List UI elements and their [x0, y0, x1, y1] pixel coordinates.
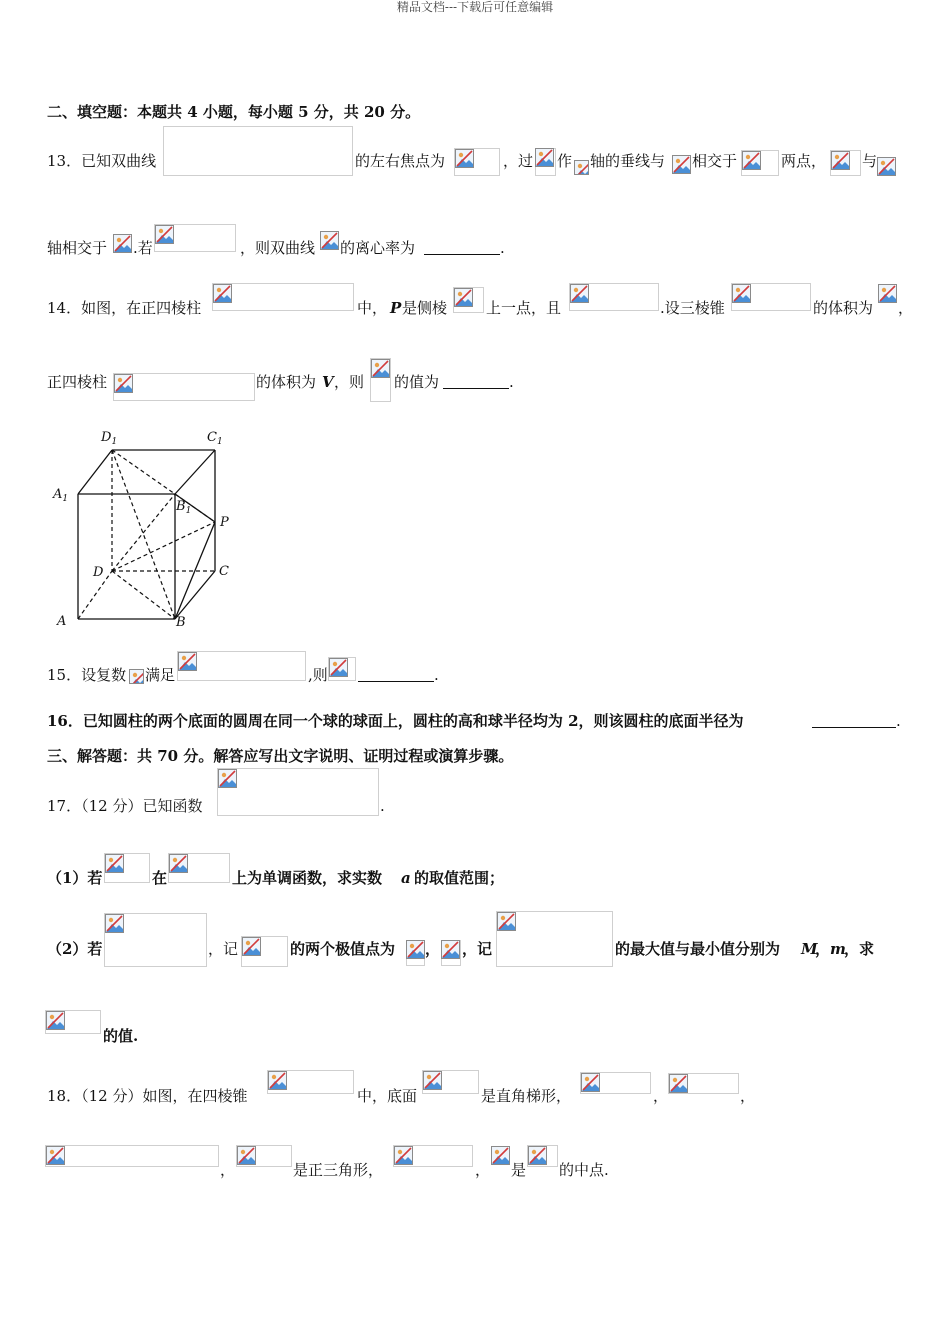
- image-placeholder-icon: [268, 1071, 287, 1090]
- q18-text: 是: [511, 1161, 527, 1179]
- image-placeholder-icon: [574, 160, 589, 175]
- q17-start: 17．（12 分）已知函数: [47, 797, 203, 815]
- q17-text: a: [401, 869, 411, 887]
- image-placeholder-icon: [237, 1146, 256, 1165]
- image-placeholder-icon: [178, 652, 197, 671]
- image-placeholder-icon: [213, 284, 232, 303]
- image-placeholder-icon: [46, 1011, 65, 1030]
- answer-blank[interactable]: [358, 667, 434, 682]
- q17-text: 上为单调函数，求实数: [232, 869, 383, 887]
- q17-text: ，记: [462, 940, 493, 958]
- q14-text: P: [390, 299, 402, 317]
- answer-blank[interactable]: [443, 374, 509, 389]
- q17-part1-start: （1）若: [47, 869, 103, 887]
- q16-text: 16．已知圆柱的两个底面的圆周在同一个球的球面上，圆柱的高和球半径均为 2，则该圆柱的底面半径为: [47, 712, 744, 730]
- image-placeholder-icon: [669, 1074, 688, 1093]
- q13-line1-start: 13．已知双曲线: [47, 152, 157, 170]
- image-placeholder-icon: [581, 1073, 600, 1092]
- q18-text: ，: [220, 1161, 236, 1179]
- image-placeholder-icon: [329, 658, 348, 677]
- image-placeholder-icon: [455, 149, 474, 168]
- image-placeholder-icon: [129, 669, 144, 684]
- q14-line2: 正四棱柱: [47, 373, 108, 391]
- q15-text: 满足: [145, 666, 176, 684]
- image-placeholder-icon: [105, 914, 124, 933]
- label-B1: $B_1$: [176, 499, 192, 516]
- image-placeholder-icon: [155, 225, 174, 244]
- q13-text: 两点，: [781, 152, 827, 170]
- q18-text: 是正三角形，: [293, 1161, 384, 1179]
- formula-image: [212, 283, 354, 311]
- image-placeholder-icon: [497, 912, 516, 931]
- image-placeholder-icon: [114, 374, 133, 393]
- q14-text: .设三棱锥: [660, 299, 725, 317]
- q13-text: ，过: [503, 152, 534, 170]
- section-3-heading: 三、解答题：共 70 分。解答应写出文字说明、证明过程或演算步骤。: [47, 747, 514, 765]
- q17-text: 的取值范围；: [414, 869, 505, 887]
- q13-text: 相交于: [692, 152, 738, 170]
- image-placeholder-icon: [570, 284, 589, 303]
- q17-text: m: [830, 940, 846, 958]
- q14-text: 的体积为: [813, 299, 874, 317]
- q13-text: .: [500, 239, 505, 257]
- label-D: D: [93, 565, 104, 580]
- image-placeholder-icon: [423, 1071, 442, 1090]
- image-placeholder-icon: [535, 148, 554, 167]
- image-placeholder-icon: [320, 231, 339, 250]
- label-C: C: [219, 564, 229, 579]
- q14-text: V: [322, 373, 334, 391]
- q13-text: ，则双曲线: [240, 239, 316, 257]
- label-D1: $D_1$: [101, 430, 118, 447]
- q17-text: ，求: [844, 940, 875, 958]
- image-placeholder-icon: [169, 854, 188, 873]
- q16-text: .: [896, 712, 901, 730]
- q14-text: ，: [898, 299, 914, 317]
- q13-text: 与: [862, 152, 878, 170]
- answer-blank[interactable]: [812, 713, 896, 728]
- q14-line1-start: 14．如图，在正四棱柱: [47, 299, 202, 317]
- q13-line2: 轴相交于: [47, 239, 108, 257]
- formula-image: [217, 768, 379, 816]
- q17-text: 的值.: [103, 1027, 139, 1045]
- image-placeholder-icon: [218, 769, 237, 788]
- prism-figure: [44, 428, 244, 633]
- image-placeholder-icon: [878, 284, 897, 303]
- image-placeholder-icon: [672, 155, 691, 174]
- image-placeholder-icon: [371, 359, 390, 378]
- image-placeholder-icon: [742, 151, 761, 170]
- formula-image: [113, 373, 255, 401]
- image-placeholder-icon: [454, 288, 473, 307]
- q13-text: 的左右焦点为: [355, 152, 446, 170]
- q17-text: 的两个极值点为: [290, 940, 396, 958]
- formula-image: [45, 1145, 219, 1167]
- q14-text: ，则: [334, 373, 365, 391]
- q17-text: 在: [152, 869, 168, 887]
- q13-text: 作: [557, 152, 573, 170]
- q17-part2-start: （2）若: [47, 940, 103, 958]
- q17-text: .: [380, 797, 385, 815]
- image-placeholder-icon: [831, 151, 850, 170]
- image-placeholder-icon: [528, 1146, 547, 1165]
- q15-text: ,则: [308, 666, 328, 684]
- image-placeholder-icon: [877, 157, 896, 176]
- page-header: 精品文档---下载后可任意编辑: [396, 0, 554, 14]
- label-A1: $A_1$: [53, 487, 69, 504]
- image-placeholder-icon: [406, 940, 425, 959]
- image-placeholder-icon: [394, 1146, 413, 1165]
- q17-text: ，: [815, 940, 831, 958]
- image-placeholder-icon: [46, 1146, 65, 1165]
- q13-text: 轴的垂线与: [590, 152, 666, 170]
- image-placeholder-icon: [113, 234, 132, 253]
- q14-text: 是侧棱: [402, 299, 448, 317]
- q14-text: 的体积为: [256, 373, 317, 391]
- q18-text: 是直角梯形，: [481, 1087, 572, 1105]
- q14-text: 上一点，且: [486, 299, 562, 317]
- q15-text: .: [434, 666, 439, 684]
- q18-text: 的中点.: [559, 1161, 609, 1179]
- image-placeholder-icon: [242, 937, 261, 956]
- label-A: A: [57, 614, 67, 629]
- q14-text: .: [509, 373, 514, 391]
- q13-text: .若: [133, 239, 153, 257]
- q18-text: ，: [653, 1087, 669, 1105]
- q15-start: 15．设复数: [47, 666, 127, 684]
- label-B: B: [176, 615, 186, 630]
- image-placeholder-icon: [441, 940, 460, 959]
- q18-text: ，: [740, 1087, 756, 1105]
- image-placeholder-icon: [732, 284, 751, 303]
- q14-text: 中，: [357, 299, 388, 317]
- q17-text: ，: [425, 940, 441, 958]
- q14-text: 的值为: [394, 373, 440, 391]
- formula-image: [163, 126, 353, 176]
- q17-text: M: [801, 940, 818, 958]
- image-placeholder-icon: [491, 1146, 510, 1165]
- q18-text: ，: [475, 1161, 491, 1179]
- label-P: P: [220, 515, 229, 530]
- q13-text: 的离心率为: [340, 239, 416, 257]
- image-placeholder-icon: [105, 854, 124, 873]
- q18-text: 中，底面: [357, 1087, 418, 1105]
- q18-start: 18．（12 分）如图，在四棱锥: [47, 1087, 248, 1105]
- q17-text: ，记: [208, 940, 239, 958]
- section-2-heading: 二、填空题：本题共 4 小题，每小题 5 分，共 20 分。: [47, 103, 421, 121]
- q17-text: 的最大值与最小值分别为: [615, 940, 781, 958]
- label-C1: $C_1$: [207, 430, 223, 447]
- answer-blank[interactable]: [424, 240, 500, 255]
